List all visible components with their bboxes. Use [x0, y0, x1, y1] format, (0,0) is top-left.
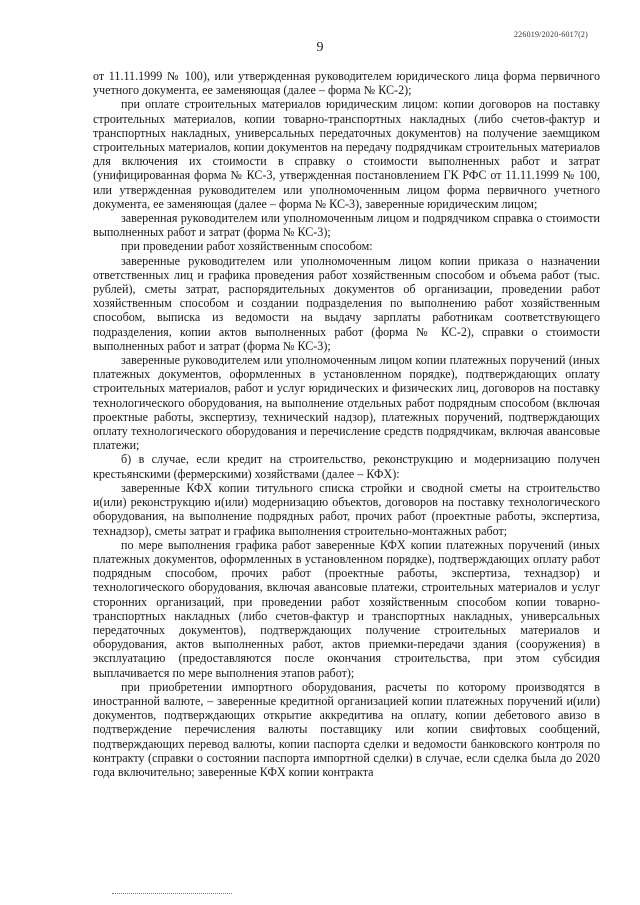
paragraph: б) в случае, если кредит на строительство, реконструкцию и модернизацию получен крестьянскими (фермерскими) хозяйствами (далее – КФХ): — [93, 452, 600, 481]
paragraph: заверенные руководителем или уполномоченным лицом копии приказа о назначении ответственных лиц и графика проведения работ хозяйственным способом и объема работ (тыс. рублей), сметы затрат, распорядительных документов об организации, проведении работ хозяйственным способом и создании подразделения по выполнению работ хозяйственным способом, выписка из ведомости на выдачу зарплаты работникам соответствующего подразделения, копии актов выполненных работ (форма № КС-2), справки о стоимости выполненных работ и затрат (форма № КС-3); — [93, 253, 600, 353]
paragraph: при проведении работ хозяйственным способом: — [121, 239, 373, 254]
footer-rule — [112, 893, 232, 894]
paragraph: заверенная руководителем или уполномоченным лицом и подрядчиком справка о стоимости выполненных работ и затрат (форма № КС-3); — [93, 211, 600, 240]
document-id: 226019/2020-6017(2) — [513, 30, 588, 39]
paragraph: при оплате строительных материалов юридическим лицом: копии договоров на поставку строительных материалов, копии товарно-транспортных накладных (либо счетов-фактур и транспортных накладных, универсальных передаточных документов) на получение заемщиком строительных материалов, копии документов на передачу подрядчикам строительных материалов для включения их стоимости в справку о стоимости выполненных работ и затрат (унифицированная форма № КС-3, утвержденная постановлением ГК РФС от 11.11.1999 № 100, или утвержденная руководителем или уполномоченным лицом форма первичного учетного документа, ее заменяющая (далее – форма № КС-3), заверенные юридическим лицом; — [93, 97, 600, 211]
paragraph: заверенные КФХ копии титульного списка стройки и сводной сметы на строительство и(или) реконструкцию и(или) модернизацию объектов, договоров на поставку технологического оборудования, на выполнение подрядных работ, прочих работ (проектные работы, экспертиза, технадзор), сметы затрат и графика выполнения строительно-монтажных работ; — [93, 480, 600, 538]
paragraph: от 11.11.1999 № 100), или утвержденная руководителем юридического лица форма первичного учетного документа, ее заменяющая (далее – форма № КС-2); — [93, 69, 600, 98]
paragraph: заверенные руководителем или уполномоченным лицом копии платежных поручений (иных платежных документов, оформленных в установленном порядке), подтверждающих оплату строительных материалов, работ и услуг юридических и физических лиц, договоров на поставку технологического оборудования, на выполнение отдельных работ подрядным способом (включая проектные работы, экспертизу, технический надзор), платежных поручений, подтверждающих оплату технологического оборудования и перечисление средств подрядчикам, включая авансовые платежи; — [93, 353, 600, 453]
page-number: 9 — [316, 40, 324, 55]
paragraph: по мере выполнения графика работ заверенные КФХ копии платежных поручений (иных платежных документов, оформленных в установленном порядке), подтверждающих оплату работ подрядным способом, прочих работ (проектные работы, экспертиза, технадзор) и технологического оборудования, включая авансовые платежи, строительных материалов и услуг сторонних организаций, при проведении работ хозяйственным способом копии товарно-транспортных накладных (либо счетов-фактур и транспортных накладных, универсальных передаточных документов), подтверждающих получение строительных материалов и оборудования, актов выполненных работ, актов приемки-передачи здания (сооружения) в эксплуатацию (предоставляются после окончания строительства, при этом субсидия выплачивается по мере выполнения этапов работ); — [93, 537, 600, 680]
document-body — [93, 69, 600, 779]
paragraph: при приобретении импортного оборудования, расчеты по которому производятся в иностранной валюте, – заверенные кредитной организацией копии платежных поручений и(или) документов, подтверждающих открытие аккредитива на оплату, копии дебетового авизо в подтверждение перечисления валюты поставщику или копии свифтовых сообщений, подтверждающих перевод валюты, копии паспорта сделки и ведомости банковского контроля по контракту (справки о состоянии паспорта импортной сделки) в случае, если сделка была до 2020 года включительно; заверенные КФХ копии контракта — [93, 679, 600, 779]
